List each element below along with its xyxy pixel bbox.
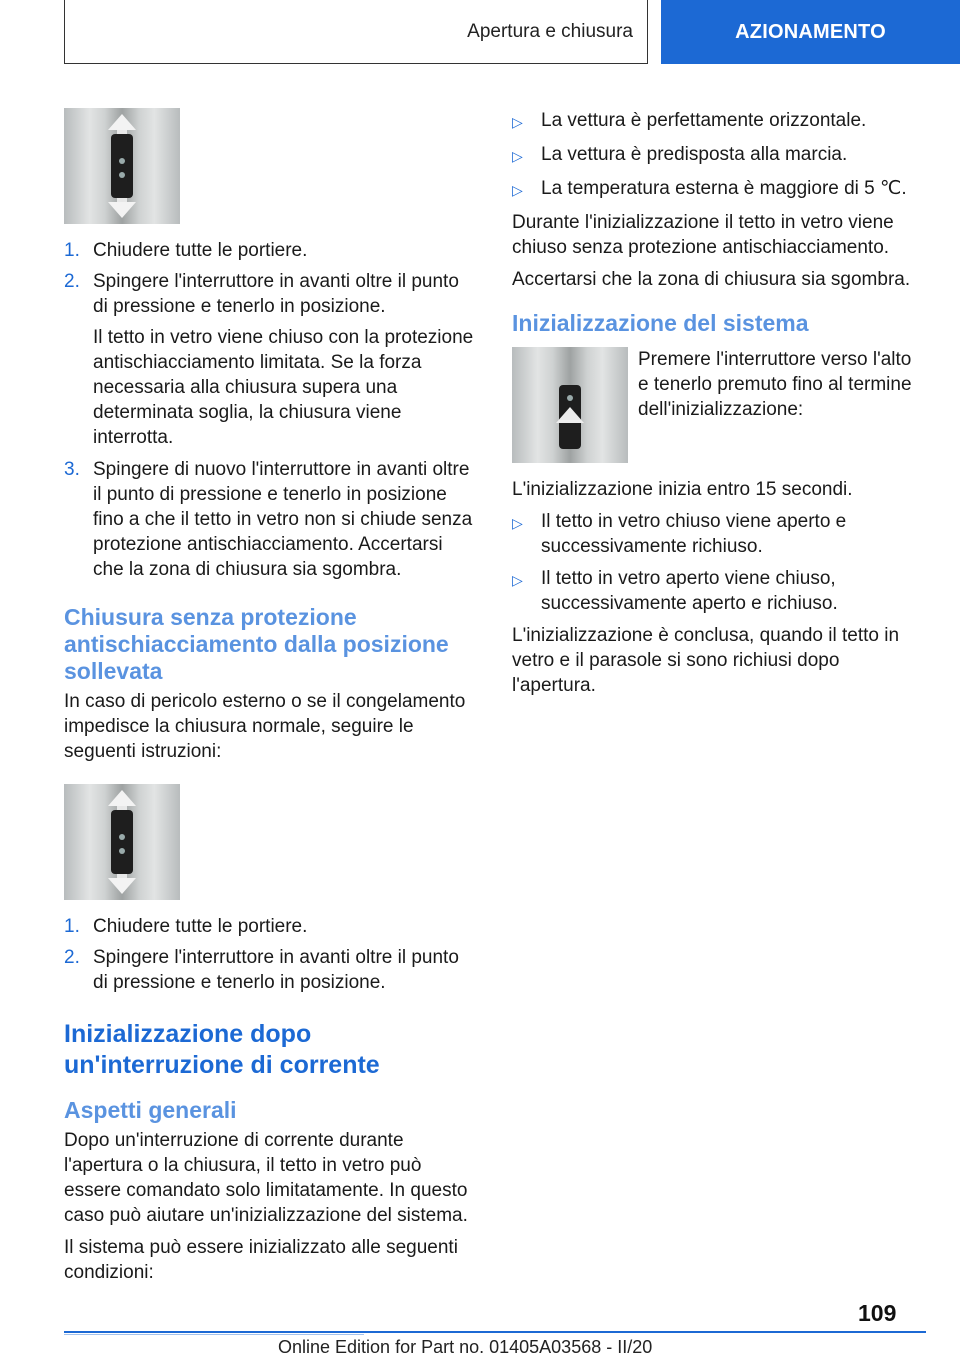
switch-photo-2	[64, 784, 180, 900]
heading-system: Inizializzazione del sistema	[512, 310, 809, 336]
paragraph-check: Accertarsi che la zona di chiusura sia sgombra.	[512, 269, 911, 290]
list-item: ▷ Il tetto in vetro aperto viene chiuso, successivamente aperto e richiuso.	[512, 568, 838, 614]
list-item: 3. Spingere di nuovo l'interruttore in avanti oltre il punto di pressione e tenerlo in posizione fino a che il tetto in vetro non si chiude senza protezione antischiacciamento. Accertarsi che la zona di chiusura sia sgombra.	[64, 459, 473, 580]
list-item: 1. Chiudere tutte le portiere.	[64, 916, 308, 937]
footer-edition: Online Edition for Part no. 01405A03568 - II/20	[278, 1337, 653, 1357]
results-list	[512, 509, 924, 616]
list-item: 1. Chiudere tutte le portiere.	[64, 240, 308, 261]
paragraph-starts: L'inizializzazione inizia entro 15 secondi.	[512, 479, 853, 500]
triangle-bullet-icon: ▷	[512, 572, 523, 588]
switch-photo-3	[512, 347, 628, 463]
right-column	[512, 108, 924, 705]
left-column	[64, 108, 476, 1292]
heading-general: Aspetti generali	[64, 1097, 237, 1123]
conditions-list	[512, 108, 924, 203]
list-item: ▷ La temperatura esterna è maggiore di 5 ℃.	[512, 176, 924, 203]
steps-list-1	[64, 238, 476, 582]
header-section-title: Apertura e chiusura	[467, 20, 633, 42]
closing-intro: In caso di pericolo esterno o se il congelamento impedisce la chiusura normale, seguire le seguenti istruzioni:	[64, 691, 466, 762]
header-chapter	[661, 0, 960, 64]
system-instruction	[512, 347, 924, 463]
step-note: Il tetto in vetro viene chiuso con la protezione antischiacciamento limitata. Se la forza necessaria alla chiusura supera una determinata soglia, la chiusura viene interrotta.	[93, 327, 474, 448]
paragraph-done: L'inizializzazione è conclusa, quando il tetto in vetro e il parasole si sono richiusi dopo l'apertura.	[512, 625, 900, 696]
triangle-bullet-icon: ▷	[512, 114, 523, 130]
general-paragraph-2: Il sistema può essere inizializzato alle seguenti condizioni:	[64, 1237, 458, 1283]
list-item: ▷ La vettura è perfettamente orizzontale.	[512, 108, 924, 135]
triangle-bullet-icon: ▷	[512, 182, 523, 198]
list-item: ▷ Il tetto in vetro chiuso viene aperto e successivamente richiuso.	[512, 511, 847, 557]
footer-divider-thin	[64, 1334, 364, 1335]
header-section	[64, 0, 648, 64]
system-instruction-text: Premere l'interruttore verso l'alto e tenerlo premuto fino al termine dell'inizializzazione:	[638, 349, 912, 420]
heading-init: Inizializzazione dopo un'interruzione di corrente	[64, 1020, 380, 1079]
steps-list-2	[64, 914, 476, 995]
list-item: ▷ La vettura è predisposta alla marcia.	[512, 142, 924, 169]
heading-closing: Chiusura senza protezione antischiacciamento dalla posizione sollevata	[64, 604, 449, 684]
general-paragraph-1: Dopo un'interruzione di corrente durante l'apertura o la chiusura, il tetto in vetro può essere comandato solo limitatamente. In questo caso può aiutare un'inizializzazione del sistema.	[64, 1130, 468, 1226]
triangle-bullet-icon: ▷	[512, 148, 523, 164]
switch-photo-1	[64, 108, 180, 224]
list-item: 2. Spingere l'interruttore in avanti oltre il punto di pressione e tenerlo in posizione.	[64, 271, 459, 317]
footer-divider	[64, 1331, 926, 1333]
list-item: 2. Spingere l'interruttore in avanti oltre il punto di pressione e tenerlo in posizione.	[64, 947, 459, 993]
paragraph-during: Durante l'inizializzazione il tetto in vetro viene chiuso senza protezione antischiacciamento.	[512, 212, 894, 258]
header-chapter-title: AZIONAMENTO	[735, 20, 886, 43]
triangle-bullet-icon: ▷	[512, 515, 523, 531]
page-number: 109	[858, 1300, 897, 1326]
